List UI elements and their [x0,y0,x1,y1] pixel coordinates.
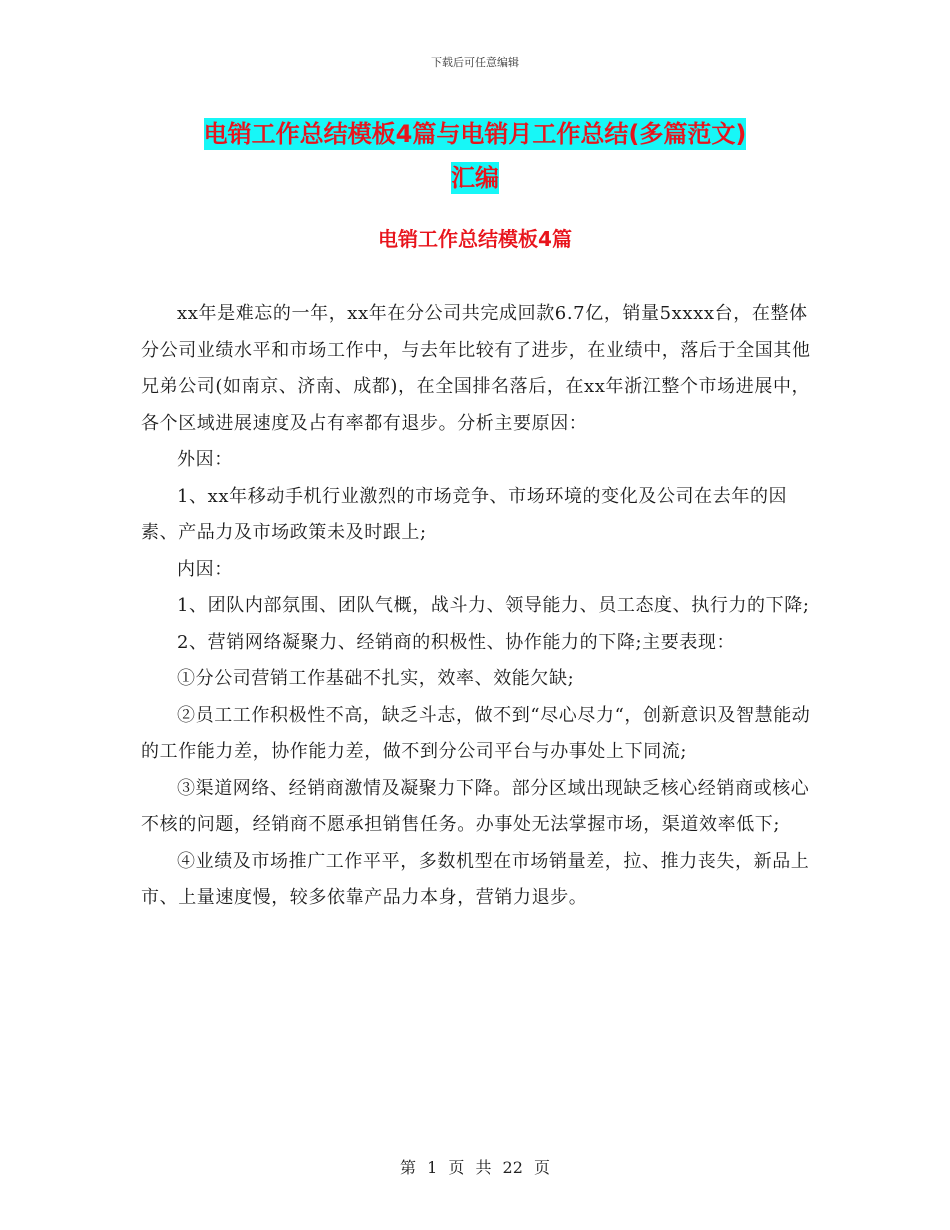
page-number-footer: 第 1 页 共 22 页 [400,1158,550,1177]
header-note: 下载后可任意编辑 [431,56,519,69]
paragraph: xx年是难忘的一年，xx年在分公司共完成回款6.7亿，销量5xxxx台，在整体分公司业绩水平和市场工作中，与去年比较有了进步，在业绩中，落后于全国其他兄弟公司(如南京、济南、成都)，在全国排名落后，在xx年浙江整个市场进展中，各个区域进展速度及占有率都有退步。分析主要原因： [141,303,811,434]
paragraph: 1、团队内部氛围、团队气概，战斗力、领导能力、员工态度、执行力的下降; [177,595,810,616]
paragraph: 内因： [177,558,233,580]
document-title [0,112,950,200]
paragraph: ④业绩及市场推广工作平平，多数机型在市场销量差，拉、推力丧失，新品上市、上量速度慢，较多依靠产品力本身，营销力退步。 [141,850,810,908]
title-line-1: 电销工作总结模板4篇与电销月工作总结(多篇范文) [203,120,747,148]
title-line-2: 汇编 [451,164,499,192]
paragraph: ③渠道网络、经销商激情及凝聚力下降。部分区域出现缺乏核心经销商或核心不核的问题，经销商不愿承担销售任务。办事处无法掌握市场，渠道效率低下; [141,777,810,835]
paragraph: 外因： [177,449,233,470]
paragraph: 2、营销网络凝聚力、经销商的积极性、协作能力的下降;主要表现： [177,631,736,653]
section-title: 电销工作总结模板4篇 [378,227,572,251]
body-text [141,296,811,917]
paragraph: ①分公司营销工作基础不扎实，效率、效能欠缺; [177,668,575,689]
paragraph: ②员工工作积极性不高，缺乏斗志，做不到“尽心尽力“，创新意识及智慧能动的工作能力差，协作能力差，做不到分公司平台与办事处上下同流; [141,704,811,762]
paragraph: 1、xx年移动手机行业激烈的市场竞争、市场环境的变化及公司在去年的因素、产品力及市场政策未及时跟上; [141,485,788,543]
